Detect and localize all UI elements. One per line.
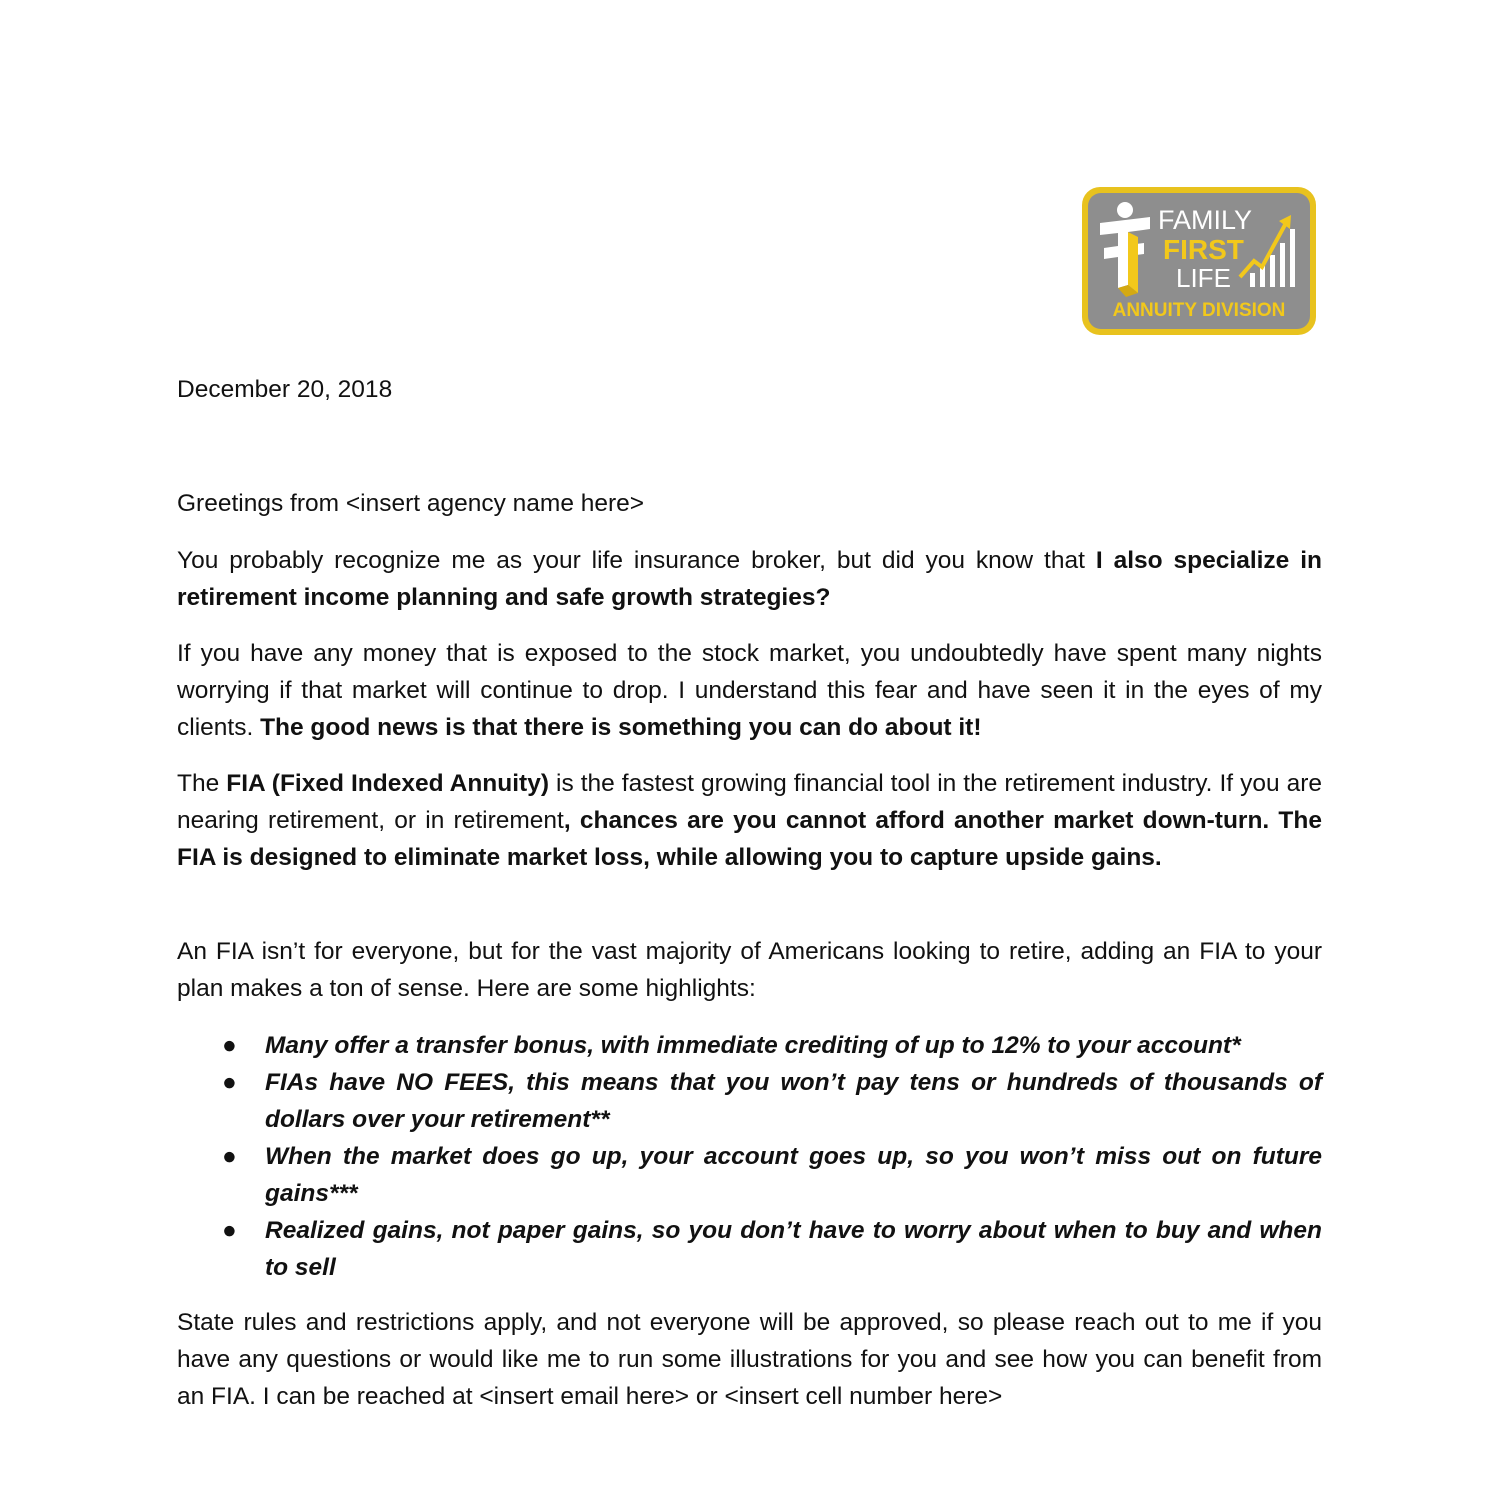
paragraph-highlights-intro: An FIA isn’t for everyone, but for the vast majority of Americans looking to retire, adding an FIA to your plan makes a ton of sense. Here are some highlights: [177, 938, 1322, 1002]
paragraph-intro-text: You probably recognize me as your life insurance broker, but did you know that [177, 547, 1096, 574]
family-first-life-logo [1080, 185, 1318, 337]
bullet-icon: ● [222, 1217, 237, 1244]
logo-text-annuity-division: ANNUITY DIVISION [1112, 300, 1286, 321]
letter-greeting: Greetings from <insert agency name here> [177, 490, 645, 517]
highlight-text: Realized gains, not paper gains, so you don’t have to worry about when to buy and when to sell [265, 1217, 1322, 1281]
paragraph-fia [177, 765, 1322, 876]
logo-text-first: FIRST [1163, 234, 1244, 265]
paragraph-fia-bold-2: , chances are you cannot afford another market down-turn. The FIA is designed to eliminate market loss, while allowing you to capture upside gains. [177, 807, 1322, 871]
highlight-text: FIAs have NO FEES, this means that you won’t pay tens or hundreds of thousands of dollars over your retirement** [265, 1069, 1322, 1133]
paragraph-market-worry-text: If you have any money that is exposed to the stock market, you undoubtedly have spent many nights worrying if that market will continue to drop. I understand this fear and have seen it in the eyes of my clients. [177, 640, 1322, 741]
paragraph-fia-text-2: is the fastest growing financial tool in the retirement industry. If you are nearing retirement, or in retirement [177, 770, 1322, 834]
letter-date: December 20, 2018 [177, 376, 393, 403]
highlight-item [177, 1212, 1322, 1286]
bullet-icon: ● [222, 1069, 237, 1096]
paragraph-fia-text-1: The [177, 770, 227, 797]
logo-text-life: LIFE [1176, 263, 1231, 293]
highlight-item [177, 1027, 1322, 1064]
paragraph-market-worry [177, 635, 1322, 746]
paragraph-fia-bold-1: FIA (Fixed Indexed Annuity) [226, 770, 549, 797]
logo-text-family: FAMILY [1158, 205, 1253, 235]
highlight-item [177, 1064, 1322, 1138]
highlight-text: Many offer a transfer bonus, with immediate crediting of up to 12% to your account* [265, 1032, 1241, 1059]
bullet-icon: ● [222, 1032, 237, 1059]
paragraph-market-worry-bold: The good news is that there is something you can do about it! [260, 714, 982, 741]
paragraph-intro-bold: I also specialize in retirement income planning and safe growth strategies? [177, 547, 1323, 611]
highlights-list [177, 1027, 1322, 1286]
highlight-item [177, 1138, 1322, 1212]
highlight-text: When the market does go up, your account goes up, so you won’t miss out on future gains*** [265, 1143, 1322, 1207]
paragraph-contact: State rules and restrictions apply, and not everyone will be approved, so please reach out to me if you have any questions or would like me to run some illustrations for you and see how you can benefit from an FIA. I can be reached at <insert email here> or <insert cell number here> [177, 1309, 1322, 1410]
bullet-icon: ● [222, 1143, 237, 1170]
paragraph-intro [177, 542, 1322, 616]
